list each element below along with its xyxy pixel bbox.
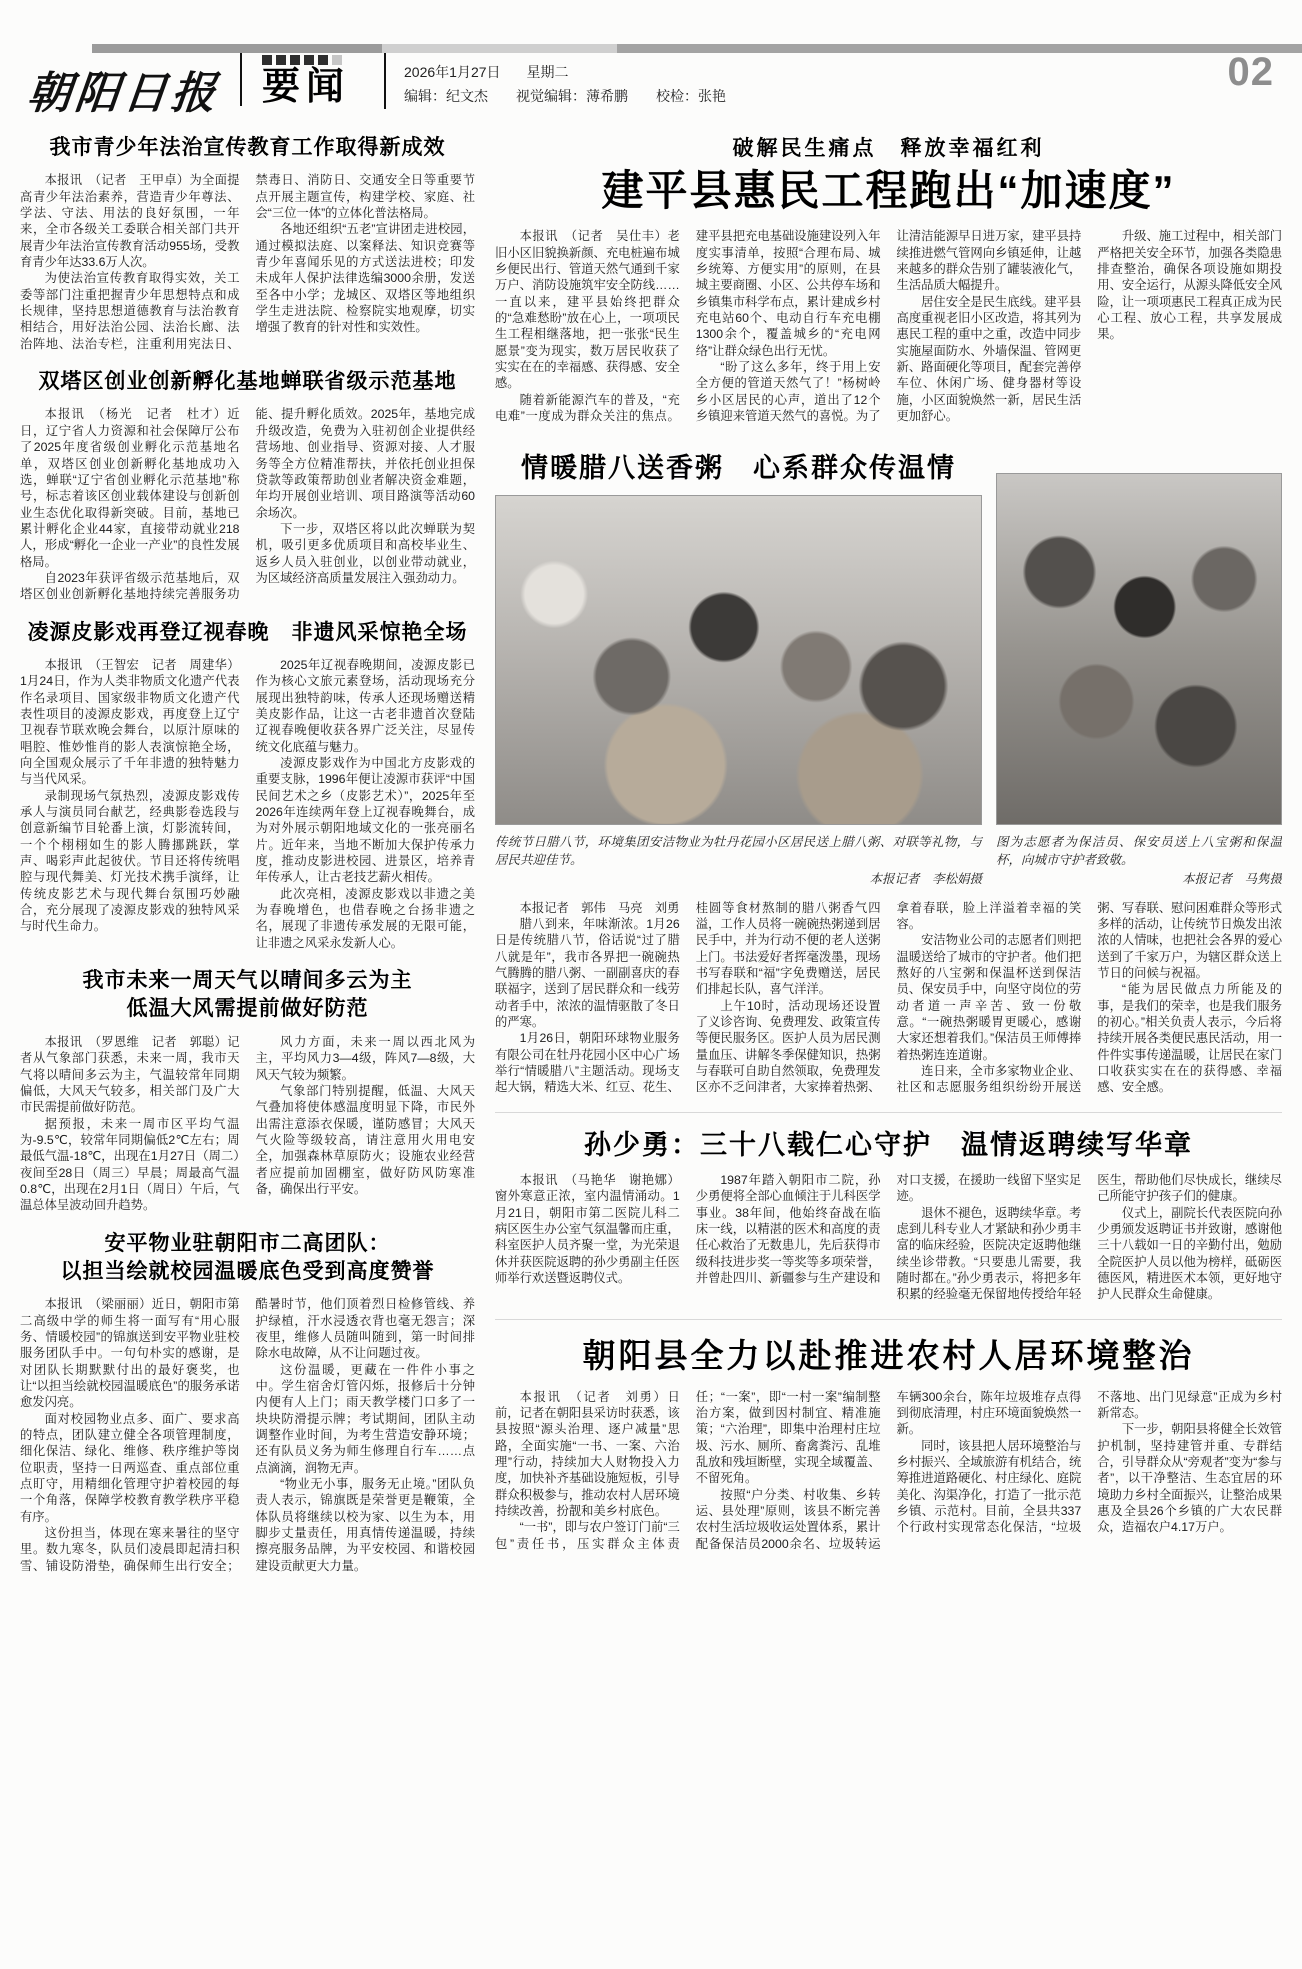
- article-youth-law: [20, 134, 475, 352]
- article-body: [495, 228, 1282, 424]
- top-bar-segment: [617, 44, 1302, 53]
- body-paragraph: 录制现场气氛热烈，凌源皮影戏传承人与演员同台献艺，经典影卷选段与创意新编节目轮番上演，灯影流转间，一个个栩栩如生的影人腾挪跳跃，掌声、喝彩声此起彼伏。节目还将传统唱腔与现代舞美、灯光技术携手演绎，让传统皮影艺术与现代舞台氛围巧妙融合，充分展现了凌源皮影戏的独特风采与时代生命力。: [20, 788, 240, 934]
- title-line-2: 以担当绘就校园温暖底色受到高度赞誉: [60, 1259, 435, 1283]
- body-paragraph: 此次亮相，凌源皮影戏以非遗之美为春晚增色，也借春晚之台扬非遗之名，展现了非遗传承发展的无限可能，让非遗之风采永发新人心。: [255, 886, 475, 950]
- section-label: 要闻: [262, 66, 351, 108]
- article-shuangta-incubator: [20, 368, 475, 602]
- content-area: [20, 132, 1282, 1962]
- caption-text: 传统节日腊八节，环境集团安洁物业为牡丹花园小区居民送上腊八粥、对联等礼物，与居民共迎佳节。: [495, 835, 982, 868]
- title-line-2: 低温大风需提前做好防范: [126, 997, 369, 1021]
- body-paragraph: 本报讯 （记者 吴仕丰）老旧小区旧貌换新颜、充电桩遍布城乡便民出行、管道天然气通到千家万户、消防设施筑牢安全防线……一直以来，建平县始终把群众的“急难愁盼”放在心上，一项项民生工程相继落地，把一张张“民生愿景”变为现实，数万居民收获了实实在在的幸福感、获得感、安全感。: [495, 229, 680, 391]
- article-weather-forecast: [20, 967, 475, 1213]
- article-body: [495, 1389, 1282, 1552]
- square-icon: [290, 55, 300, 65]
- body-paragraph: “盼了这么多年，终于用上安全方便的管道天然气了！”杨树岭乡小区居民的心声，道出了12个乡镇迎来管道天然气的喜悦。为了让清洁能源早日进万家，建平县持续推进燃气管网向乡镇延伸，让越来越多的群众告别了罐装液化气，生活品质大幅提升。: [695, 229, 1082, 423]
- section-divider: [495, 1319, 1282, 1320]
- body-paragraph: 居住安全是民生底线。建平县高度重视老旧小区改造，将其列为惠民工程的重中之重，改造中同步实施屋面防水、外墙保温、管网更新、路面硬化等项目，配套完善停车位、休闲广场、健身器材等设施，小区面貌焕然一新，居民生活更加舒心。: [896, 294, 1082, 423]
- weekday-text: 星期二: [526, 64, 569, 80]
- body-paragraph: 本报讯 （马艳华 谢艳娜）窗外寒意正浓，室内温情涌动。1月21日，朝阳市第二医院儿科二病区医生办公室气氛温馨而庄重，科室医护人员齐聚一堂，为光荣退休并获医院返聘的孙少勇副主任医师举行欢送暨返聘仪式。: [495, 1172, 680, 1285]
- date-text: 2026年1月27日: [404, 64, 501, 80]
- body-paragraph: 气象部门特别提醒，低温、大风天气叠加将使体感温度明显下降，市民外出需注意添衣保暖，谨防感冒；大风天气火险等级较高，请注意用火用电安全，加强森林草原防火；设施农业经营者应提前加固棚室，做好防风防寒准备，确保出行平安。: [255, 1083, 475, 1196]
- article-title: [20, 1230, 475, 1287]
- top-bar-segment: [92, 44, 382, 53]
- article-sun-shaoyong: [495, 1123, 1282, 1303]
- section-marker-squares: [262, 55, 350, 65]
- body-paragraph: 下一步，朝阳县将健全长效管护机制，坚持建管并重、专群结合，引导群众从“旁观者”变为“参与者”，以干净整洁、生态宜居的环境助力乡村全面振兴，让整治成果惠及全县26个乡镇的广大农民群众，造福农户4.17万户。: [1097, 1422, 1282, 1535]
- body-paragraph: 为使法治宣传教育取得实效，关工委等部门注重把握青少年思想特点和成长规律，坚持思想道德教育与法治教育相结合，用好法治公园、法治长廊、法治阵地、法治专栏，注重利用宪法日、禁毒日、消防日、交通安全日等重要节点开展主题宣传，构建学校、家庭、社会“三位一体”的立体化普法格局。: [20, 173, 475, 351]
- caption-row: [495, 833, 1282, 887]
- body-paragraph: 退休不褪色，返聘续华章。考虑到儿科专业人才紧缺和孙少勇丰富的临床经验，医院决定返聘他继续坐诊带教。“只要患儿需要，我随时都在。”孙少勇表示，将把多年积累的经验毫无保留地传授给年轻医生，帮助他们尽快成长，继续尽己所能守护孩子们的健康。: [896, 1172, 1282, 1302]
- body-paragraph: 腊八到来，年味渐浓。1月26日是传统腊八节，俗话说“过了腊八就是年”，我市各界把一碗碗热气腾腾的腊八粥、一副副喜庆的春联福字，送到了居民群众和一线劳动者手中，浓浓的温情驱散了冬日的严寒。: [495, 917, 680, 1030]
- square-icon: [318, 55, 328, 65]
- section-box: [240, 53, 368, 106]
- square-icon: [332, 55, 342, 65]
- headline-kicker: 破解民生痛点 释放幸福红利: [732, 137, 1045, 160]
- article-laba-porridge: [495, 440, 1282, 1096]
- body-paragraph: 本报讯 （王智宏 记者 周建华）1月24日，作为人类非物质文化遗产代表作名录项目、国家级非物质文化遗产代表性项目的凌源皮影戏，再度登上辽宁卫视春节联欢晚会舞台，以原汁原味的唱腔、惟妙惟肖的影人表演惊艳全场，向全国观众展示了千年非遗的独特魅力与当代风采。: [20, 657, 240, 787]
- page-header: [20, 53, 1282, 123]
- body-paragraph: 本报讯 （罗恩维 记者 郭聪）记者从气象部门获悉，未来一周，我市天气将以晴间多云为主，气温较常年同期偏低，大风天气较多，相关部门及广大市民需提前做好防范。: [20, 1034, 240, 1115]
- laba-left-block: [495, 440, 982, 825]
- laba-headline: 情暖腊八送香粥 心系群众传温情: [520, 453, 956, 484]
- article-body: [495, 900, 1282, 1096]
- body-paragraph: 2025年辽视春晚期间，凌源皮影已作为核心文旅元素登场，活动现场充分展现出独特韵味，传承人还现场赠送精美皮影作品，让这一古老非遗首次登陆辽视春晚便收获各界广泛关注，尽显传统文化底蕴与魅力。: [255, 657, 475, 754]
- laba-photo-row: [495, 440, 1282, 825]
- left-column: [20, 132, 475, 1962]
- body-paragraph: 随着新能源汽车的普及，“充电难”一度成为群众关注的焦点。建平县把充电基础设施建设列入年度实事清单，按照“合理布局、城乡统筹、方便实用”的原则，在县城主要商圈、小区、公共停车场和乡镇集市科学布点，累计建成乡村充电站60个、电动自行车充电棚1300余个，覆盖城乡的“充电网络”让群众绿色出行无忧。: [495, 229, 881, 423]
- article-anping-property: [20, 1230, 475, 1575]
- body-paragraph: 面对校园物业点多、面广、要求高的特点，团队建立健全各项管理制度，细化保洁、绿化、维修、秩序维护等岗位职责，坚持一日两巡查、重点部位重点盯守，用精细化管理守护着校园的每一个角落，保障学校教育教学秩序平稳有序。: [20, 1411, 240, 1524]
- body-paragraph: 本报讯 （记者 王甲卓）为全面提高青少年法治素养，营造青少年尊法、学法、守法、用法的良好氛围，一年来，全市各级关工委联合相关部门共开展青少年法治宣传教育活动955场，受教育青少年达33.6万人次。: [20, 173, 240, 270]
- body-paragraph: “一书”，即与农户签订门前“三包”责任书，压实群众主体责任；“一案”，即“一村一案”编制整治方案，做到因村制宜、精准施策；“六治理”，即集中治理村庄垃圾、污水、厕所、畜禽粪污、乱堆乱放和残垣断壁，实现全域覆盖、不留死角。: [495, 1389, 881, 1551]
- page-number: 02: [1227, 50, 1274, 94]
- body-paragraph: 本报讯 （梁丽丽）近日，朝阳市第二高级中学的师生将一面写有“用心服务、情暖校园”的锦旗送到安平物业驻校服务团队手中。一句句朴实的感谢，是对团队长期默默付出的最好褒奖，也让“以担当绘就校园温暖底色”的服务承诺愈发闪亮。: [20, 1297, 240, 1410]
- body-paragraph: 风力方面，未来一周以西北风为主，平均风力3—4级，阵风7—8级，大风天气较为频繁。: [255, 1034, 475, 1082]
- article-chaoyang-county-environment: [495, 1330, 1282, 1552]
- main-column: [495, 132, 1282, 1962]
- article-title: [20, 967, 475, 1024]
- article-body: [20, 406, 475, 602]
- body-paragraph: 本报记者 郭伟 马亮 刘勇: [519, 900, 680, 915]
- body-paragraph: “物业无小事，服务无止境。”团队负责人表示，锦旗既是荣誉更是鞭策，全体队员将继续以校为家、以生为本，用脚步丈量责任，用真情传递温暖，持续擦亮服务品牌，为平安校园、和谐校园建设贡献更大力量。: [255, 1477, 475, 1573]
- body-paragraph: 同时，该县把人居环境整治与乡村振兴、全域旅游有机结合，统筹推进道路硬化、村庄绿化、庭院美化、沟渠净化，打造了一批示范乡镇、示范村。目前，全县共337个行政村实现常态化保洁，“垃圾不落地、出门见绿意”正成为乡村新常态。: [896, 1389, 1282, 1535]
- article-lingyuan-shadow-play: [20, 619, 475, 952]
- body-paragraph: 上午10时，活动现场还设置了义诊咨询、免费理发、政策宣传等便民服务区。医护人员为居民测量血压、讲解冬季保健知识，热粥与春联可自助自然领取，免费理发区亦不乏问津者，大家捧着热粥、拿着春联，脸上洋溢着幸福的笑容。: [695, 900, 1082, 1095]
- body-paragraph: 仪式上，副院长代表医院向孙少勇颁发返聘证书并致谢，感谢他三十八载如一日的辛勤付出，勉励全院医护人员以他为榜样，砥砺医德医风，精进医术本领，更好地守护人民群众生命健康。: [1097, 1205, 1282, 1302]
- body-paragraph: 安洁物业公司的志愿者们则把温暖送给了城市的守护者。他们把熬好的八宝粥和保温杯送到保洁员、保安员手中，向坚守岗位的劳动者道一声辛苦、致一份敬意。“一碗热粥暖胃更暖心，感谢大家还想着我们。”保洁员王师傅捧着热粥连连道谢。: [896, 933, 1082, 1062]
- article-body: [20, 172, 475, 352]
- title-line-1: 安平物业驻朝阳市二高团队：: [104, 1231, 391, 1255]
- article-title: 孙少勇：三十八载仁心守护 温情返聘续写华章: [584, 1129, 1193, 1160]
- body-paragraph: 连日来，全市多家物业企业、社区和志愿服务组织纷纷开展送粥、写春联、慰问困难群众等形式多样的活动，让传统节日焕发出浓浓的人情味，也把社会各界的爱心送到了千家万户，为辖区群众送上节日的问候与祝福。: [896, 900, 1282, 1095]
- dateline-box: [384, 53, 726, 109]
- main-headline: 建平县惠民工程跑出“加速度”: [601, 167, 1176, 214]
- square-icon: [304, 55, 314, 65]
- caption-text: 图为志愿者为保洁员、保安员送上八宝粥和保温杯，向城市守护者致敬。: [995, 835, 1282, 868]
- laba-right-block: [996, 473, 1282, 825]
- title-line-1: 我市未来一周天气以晴间多云为主: [82, 969, 413, 993]
- article-title: 双塔区创业创新孵化基地蝉联省级示范基地: [38, 370, 457, 394]
- article-body: [495, 1172, 1282, 1303]
- top-bar-segment: [382, 44, 617, 53]
- article-body: [20, 1034, 475, 1214]
- masthead-logo: 朝阳日报: [24, 68, 222, 119]
- body-paragraph: “能为居民做点力所能及的事，是我们的荣幸，也是我们服务的初心。”相关负责人表示，今后将持续开展各类便民惠民活动，用一件件实事传递温暖，让居民在家门口收获实实在在的获得感、幸福感、安全感。: [1097, 982, 1282, 1095]
- body-paragraph: 自2023年获评省级示范基地后，双塔区创业创新孵化基地持续完善服务功能、提升孵化质效。2025年，基地完成升级改造，免费为入驻初创企业提供经营场地、创业指导、资源对接、人才服务等全方位精准帮扶，并依托创业担保贷款等政策帮助创业者解决资金难题，年均开展创业培训、项目路演等活动60余场次。: [20, 407, 475, 602]
- body-paragraph: 1月26日，朝阳环球物业服务有限公司在牡丹花园小区中心广场举行“情暖腊八”主题活动。现场支起大锅，精选大米、红豆、花生、桂圆等食材熬制的腊八粥香气四溢，工作人员将一碗碗热粥递到居民手中，并为行动不便的老人送粥上门。书法爱好者挥毫泼墨，现场书写春联和“福”字免费赠送，居民们排起长队，喜气洋洋。: [495, 900, 881, 1095]
- article-body: [20, 657, 475, 951]
- body-paragraph: 按照“户分类、村收集、乡转运、县处理”原则，该县不断完善农村生活垃圾收运处置体系，累计配备保洁员2000余名、垃圾转运车辆300余台，陈年垃圾堆存点得到彻底清理，村庄环境面貌焕然一新。: [695, 1389, 1082, 1551]
- article-title: 凌源皮影戏再登辽视春晚 非遗风采惊艳全场: [27, 620, 468, 644]
- photo-caption-left: [495, 833, 982, 887]
- body-paragraph: 据预报，未来一周市区平均气温为-9.5℃，较常年同期偏低2℃左右；周最低气温-18℃，出现在1月27日（周二）夜间至28日（周三）早晨；周最高气温0.8℃，出现在2月1日（周日）午后，气温总体呈波动回升趋势。: [20, 1116, 240, 1213]
- section-divider: [495, 1112, 1282, 1113]
- photo-credit: 本报记者 李松娟摄: [869, 871, 982, 886]
- article-jianping-livelihood: [495, 132, 1282, 424]
- body-paragraph: 本报讯 （记者 刘勇）日前，记者在朝阳县采访时获悉，该县按照“源头治理、逐户减量”思路，全面实施“一书、一案、六治理”行动，持续加大人财物投入力度，加快补齐基础设施短板，引导群众积极参与，推动农村人居环境持续改善，扮靓和美乡村底色。: [495, 1389, 680, 1518]
- photo-laba-volunteers: [996, 473, 1282, 825]
- article-title: 朝阳县全力以赴推进农村人居环境整治: [582, 1336, 1195, 1374]
- body-paragraph: 下一步，双塔区将以此次蝉联为契机，吸引更多优质项目和高校毕业生、返乡人员入驻创业，以创业带动就业，为区域经济高质量发展注入强劲动力。: [255, 521, 475, 585]
- body-paragraph: 这份温暖，更藏在一件件小事之中。学生宿舍灯管闪烁，报修后十分钟内便有人上门；雨天教学楼门口多了一块块防滑提示牌；考试期间，团队主动调整作业时间，为考生营造安静环境；还有队员义务为师生修理自行车……点点滴滴，润物无声。: [255, 1362, 475, 1475]
- square-icon: [262, 55, 272, 65]
- staff-line: 编辑：纪文杰 视觉编辑：薄希鹏 校检：张艳: [404, 87, 727, 104]
- dateline: [404, 61, 726, 85]
- photo-caption-right: [996, 833, 1282, 887]
- body-paragraph: 这份担当，体现在寒来暑往的坚守里。数九寒冬，队员们凌晨即起清扫积雪、铺设防滑垫，确保师生出行安全；酷暑时节，他们顶着烈日检修管线、养护绿植，汗水浸透衣背也毫无怨言；深夜里，维修人员随叫随到，第一时间排除水电故障，从不让问题过夜。: [20, 1297, 475, 1573]
- article-title: 我市青少年法治宣传教育工作取得新成效: [49, 136, 446, 159]
- body-paragraph: 本报讯 （杨光 记者 杜才）近日，辽宁省人力资源和社会保障厅公布了2025年度省级创业孵化示范基地名单，双塔区创业创新孵化基地成功入选，蝉联“辽宁省创业孵化示范基地”称号，标志着该区创业载体建设与创新创业生态优化取得新突破。目前，基地已累计孵化企业44家，直接带动就业218人，形成“孵化一企业一产业”的良性发展格局。: [20, 407, 240, 569]
- photo-laba-couplets: [495, 495, 982, 825]
- body-paragraph: 升级、施工过程中，相关部门严格把关安全环节，加强各类隐患排查整治，确保各项设施如期投用、安全运行，从源头降低安全风险，让一项项惠民工程真正成为民心工程、放心工程，共享发展成果。: [1097, 229, 1282, 342]
- square-icon: [276, 55, 286, 65]
- article-body: [20, 1296, 475, 1574]
- top-decor-bar: [92, 44, 1302, 53]
- body-paragraph: 各地还组织“五老”宣讲团走进校园，通过模拟法庭、以案释法、知识竞赛等青少年喜闻乐见的方式送法进校；印发未成年人保护法律选编3000余册，发送至各中小学；龙城区、双塔区等地组织学生走进法院、检察院实地观摩，切实增强了教育的针对性和实效性。: [255, 222, 475, 335]
- photo-credit: 本报记者 马隽摄: [1181, 871, 1282, 886]
- body-paragraph: 凌源皮影戏作为中国北方皮影戏的重要支脉，1996年便让凌源市获评“中国民间艺术之乡（皮影艺术）”，2025年至2026年连续两年登上辽视春晚舞台，成为对外展示朝阳地域文化的一张亮丽名片。近年来，当地不断加大保护传承力度，推动皮影进校园、进景区，培养青年传承人，让古老技艺薪火相传。: [255, 756, 475, 885]
- body-paragraph: 1987年踏入朝阳市二院，孙少勇便将全部心血倾注于儿科医学事业。38年间，他始终奋战在临床一线，以精湛的医术和高度的责任心救治了无数患儿，先后获得市级科技进步奖一等奖等多项荣誉，并曾赴四川、新疆参与生产建设和对口支援，在援助一线留下坚实足迹。: [695, 1172, 1082, 1285]
